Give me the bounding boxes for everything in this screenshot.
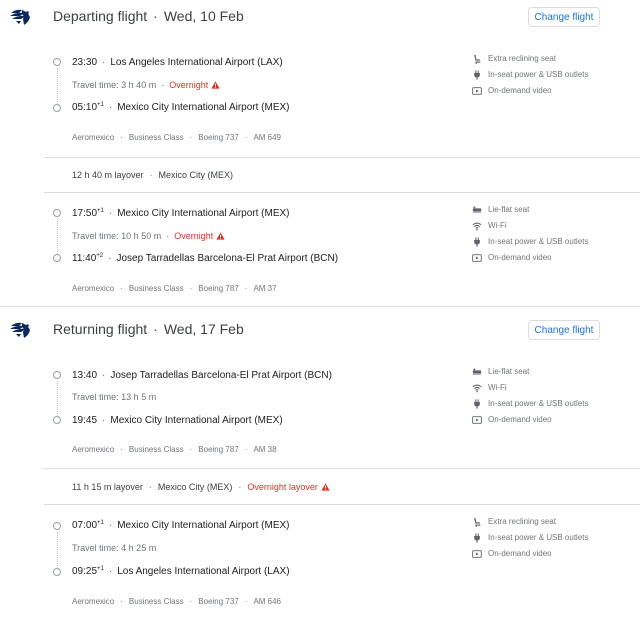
overnight-layover-label: Overnight layover (247, 482, 318, 492)
amenity-label: On-demand video (488, 415, 552, 424)
video-icon (472, 549, 482, 559)
flight-details: Aeromexico · Business Class · Boeing 737 · AM 646 (72, 597, 282, 606)
flight-number: AM 649 (253, 133, 282, 142)
departure-airport: Los Angeles International Airport (LAX) (110, 57, 283, 68)
returning-title: Returning flight · Wed, 17 Feb (53, 321, 244, 337)
aircraft-type: Boeing 737 (198, 133, 239, 142)
amenity-label: In-seat power & USB outlets (488, 533, 589, 542)
returning-date: Wed, 17 Feb (163, 321, 244, 337)
departing-flight-section (0, 0, 640, 306)
travel-time-row (72, 392, 156, 402)
lie-flat-seat-icon (472, 367, 482, 377)
amenity-label: Extra reclining seat (488, 54, 557, 63)
arrival-dot (53, 254, 61, 262)
warning-icon (321, 483, 330, 491)
aircraft-type: Boeing 787 (198, 445, 239, 454)
arrival-airport: Josep Tarradellas Barcelona-El Prat Airport (BCN) (116, 253, 339, 264)
departure-row: 23:30 · Los Angeles International Airport (LAX) (72, 57, 283, 68)
flight-number: AM 38 (253, 445, 277, 454)
wifi-icon (472, 221, 482, 231)
section-divider (0, 306, 640, 307)
amenity-label: Extra reclining seat (488, 517, 557, 526)
departure-time: 17:50 (72, 208, 98, 219)
route-line (57, 68, 58, 104)
flight-details: Aeromexico · Business Class · Boeing 787 · AM 37 (72, 284, 277, 293)
departure-row: 13:40 · Josep Tarradellas Barcelona-El Prat Airport (BCN) (72, 370, 332, 381)
amenity-label: In-seat power & USB outlets (488, 237, 589, 246)
departing-title: Departing flight · Wed, 10 Feb (53, 8, 244, 24)
departure-time: 23:30 (72, 57, 98, 68)
route-line (57, 219, 58, 254)
amenity-label: Wi-Fi (488, 221, 507, 230)
airline-name: Aeromexico (72, 597, 115, 606)
flight-details: Aeromexico · Business Class · Boeing 787 · AM 38 (72, 445, 277, 454)
change-returning-flight-button[interactable]: Change flight (528, 320, 600, 340)
airline-name: Aeromexico (72, 133, 115, 142)
arrival-time: 05:10 (72, 102, 98, 113)
arrival-time: 19:45 (72, 415, 98, 426)
aeromexico-logo-icon (8, 320, 34, 340)
overnight-label: Overnight (169, 80, 209, 90)
video-icon (472, 86, 482, 96)
route-line (57, 532, 58, 568)
departure-airport: Mexico City International Airport (MEX) (117, 520, 290, 531)
arrival-row: $05:10^{+1}$ · Mexico City International Airport (MEX) (72, 102, 290, 113)
video-icon (472, 253, 482, 263)
returning-flight-section (0, 313, 640, 620)
divider (44, 504, 640, 505)
layover-city: Mexico City (MEX) (158, 170, 234, 180)
amenity-label: Lie-flat seat (488, 367, 530, 376)
power-icon (472, 237, 482, 247)
power-icon (472, 70, 482, 80)
amenity-label: On-demand video (488, 549, 552, 558)
flight-number: AM 37 (253, 284, 277, 293)
departure-day-offset: +1 (97, 520, 104, 526)
cabin-class: Business Class (128, 133, 184, 142)
layover-duration: 12 h 40 m layover (72, 170, 144, 180)
departure-dot (53, 58, 61, 66)
returning-title-label: Returning flight (53, 321, 148, 337)
change-departing-flight-button[interactable]: Change flight (528, 7, 600, 27)
arrival-airport: Los Angeles International Airport (LAX) (117, 566, 290, 577)
departure-airport: Mexico City International Airport (MEX) (117, 208, 290, 219)
cabin-class: Business Class (128, 597, 184, 606)
seat-icon (472, 517, 482, 527)
arrival-dot (53, 104, 61, 112)
arrival-time: 11:40 (72, 253, 97, 264)
departure-dot (53, 209, 61, 217)
travel-time: Travel time: 3 h 40 m (72, 80, 157, 90)
arrival-airport: Mexico City International Airport (MEX) (117, 102, 290, 113)
overnight-label: Overnight (174, 231, 214, 241)
wifi-icon (472, 383, 482, 393)
departing-header (0, 0, 640, 34)
airline-name: Aeromexico (72, 445, 115, 454)
divider (44, 192, 640, 193)
seat-icon (472, 54, 482, 64)
layover-info: 12 h 40 m layover · Mexico City (MEX) (72, 170, 234, 180)
departure-dot (53, 522, 61, 530)
departure-dot (53, 371, 61, 379)
lie-flat-seat-icon (472, 205, 482, 215)
travel-time: Travel time: 4 h 25 m (72, 543, 157, 553)
travel-time-row (72, 543, 156, 553)
flight-details: Aeromexico · Business Class · Boeing 737 · AM 649 (72, 133, 282, 142)
layover-duration: 11 h 15 m layover (72, 482, 143, 492)
amenity-label: Lie-flat seat (488, 205, 530, 214)
departure-row: $17:50^{+1}$ · Mexico City International Airport (MEX) (72, 208, 290, 219)
arrival-dot (53, 416, 61, 424)
travel-time-row: Travel time: 10 h 50 m · Overnight (72, 231, 225, 241)
arrival-dot (53, 568, 61, 576)
warning-icon (216, 232, 225, 240)
amenity-label: In-seat power & USB outlets (488, 399, 589, 408)
flight-number: AM 646 (253, 597, 282, 606)
arrival-airport: Mexico City International Airport (MEX) (110, 415, 283, 426)
cabin-class: Business Class (128, 284, 184, 293)
arrival-row: $09:25^{+1}$ · Los Angeles International Airport (LAX) (72, 566, 290, 577)
route-line (57, 381, 58, 416)
travel-time: Travel time: 13 h 5 m (72, 392, 157, 402)
departure-row: $07:00^{+1}$ · Mexico City International Airport (MEX) (72, 520, 290, 531)
departing-title-label: Departing flight (53, 8, 148, 24)
departure-airport: Josep Tarradellas Barcelona-El Prat Airport (BCN) (110, 370, 332, 381)
travel-time: Travel time: 10 h 50 m (72, 231, 162, 241)
departure-time: 13:40 (72, 370, 98, 381)
arrival-row: 19:45 · Mexico City International Airport (MEX) (72, 415, 283, 426)
departure-time: 07:00 (72, 520, 98, 531)
divider (44, 468, 640, 469)
aircraft-type: Boeing 787 (198, 284, 239, 293)
layover-city: Mexico City (MEX) (157, 482, 233, 492)
travel-time-row: Travel time: 3 h 40 m · Overnight (72, 80, 220, 90)
arrival-day-offset: +1 (97, 102, 104, 108)
power-icon (472, 533, 482, 543)
arrival-day-offset: +1 (97, 566, 104, 572)
amenity-label: In-seat power & USB outlets (488, 70, 589, 79)
power-icon (472, 399, 482, 409)
aeromexico-logo-icon (8, 7, 34, 27)
returning-header (0, 313, 640, 347)
amenity-label: Wi-Fi (488, 383, 507, 392)
amenity-label: On-demand video (488, 253, 552, 262)
departure-day-offset: +1 (97, 208, 104, 214)
amenity-label: On-demand video (488, 86, 552, 95)
departing-date: Wed, 10 Feb (163, 8, 244, 24)
warning-icon (211, 81, 220, 89)
video-icon (472, 415, 482, 425)
arrival-time: 09:25 (72, 566, 98, 577)
cabin-class: Business Class (128, 445, 184, 454)
airline-name: Aeromexico (72, 284, 115, 293)
aircraft-type: Boeing 737 (198, 597, 239, 606)
arrival-row: $11:40^{+2}$ · Josep Tarradellas Barcelona-El Prat Airport (BCN) (72, 253, 339, 264)
arrival-day-offset: +2 (96, 253, 104, 259)
divider (44, 157, 640, 158)
layover-info: 11 h 15 m layover · Mexico City (MEX) · Overnight layover (72, 482, 330, 492)
